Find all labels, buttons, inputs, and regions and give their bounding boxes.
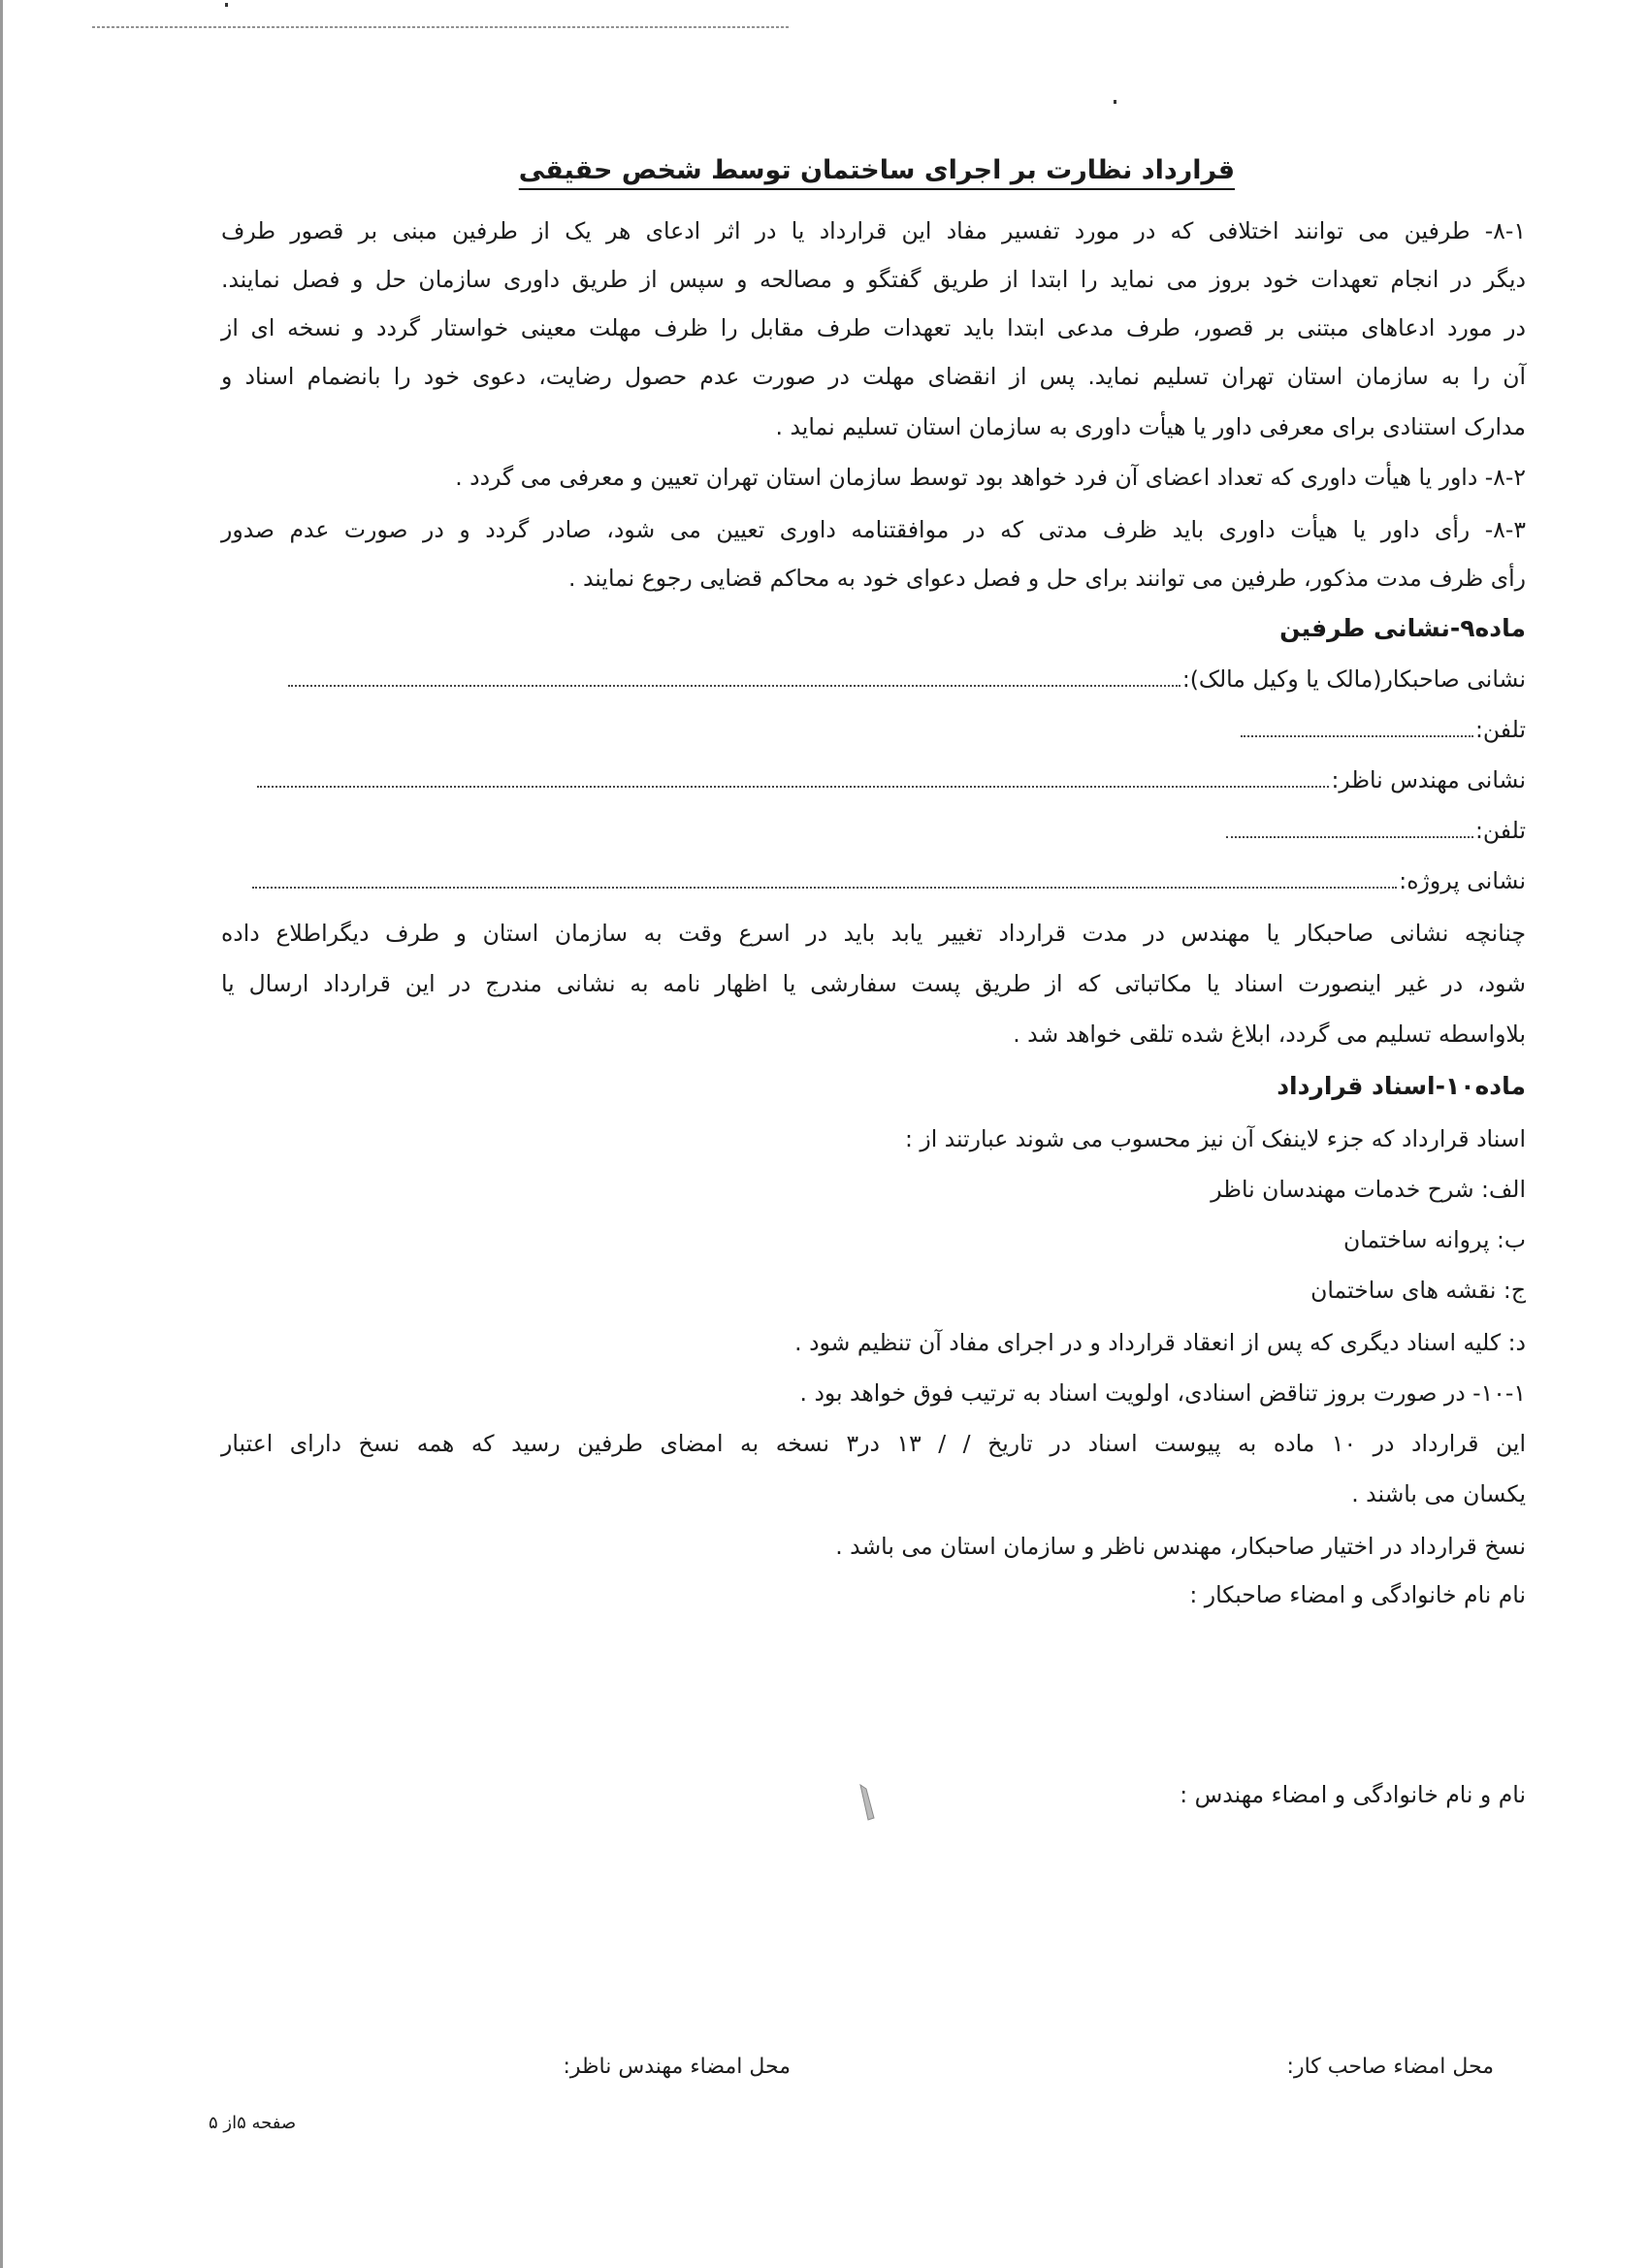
employer-address-field[interactable]	[221, 665, 1526, 693]
article8-clause1-line: مدارک استنادی برای معرفی داور یا هیأت داوری به سازمان استان تسلیم نماید .	[775, 413, 1526, 440]
article8-clause1-line: در مورد ادعاهای مبتنی بر قصور، طرف مدعی ابتدا باید تعهدات طرف مقابل را ظرف مهلت معینی خواستار گردد و نسخه ای از	[221, 314, 1526, 341]
engineer-phone-field[interactable]	[221, 817, 1526, 844]
contract-document-item: الف: شرح خدمات مهندسان ناظر	[1211, 1176, 1526, 1203]
engineer-signature-label: نام و نام خانوادگی و امضاء مهندس :	[1180, 1781, 1526, 1808]
project-address-field[interactable]	[221, 867, 1526, 894]
pen-mark-icon	[858, 1783, 876, 1822]
scan-artifact-line	[92, 26, 791, 28]
employer-address-label: نشانی صاحبکار(مالک یا وکیل مالک):	[1181, 665, 1526, 693]
project-address-blank[interactable]	[252, 886, 1397, 889]
article8-clause3-line: ۸-۳- رأی داور یا هیأت داوری باید ظرف مدتی که در موافقتنامه داوری تعیین می شود، صادر گردد و در صورت عدم صدور	[221, 516, 1526, 543]
address-change-notice-line: شود، در غیر اینصورت اسناد یا مکاتباتی که از طریق پست سفارشی یا اظهار نامه به نشانی مندرج در این قرارداد ارسال یا	[221, 970, 1526, 997]
document-title: قرارداد نظارت بر اجرای ساختمان توسط شخص حقیقی	[518, 155, 1235, 185]
scan-speck	[1114, 100, 1116, 104]
engineer-address-label: نشانی مهندس ناظر:	[1331, 766, 1526, 794]
contract-document-item: ج: نقشه های ساختمان	[1310, 1277, 1526, 1304]
scan-speck	[225, 3, 228, 7]
contract-closing-line: یکسان می باشند .	[1351, 1480, 1526, 1507]
address-change-notice-line: بلاواسطه تسلیم می گردد، ابلاغ شده تلقی خواهد شد .	[1013, 1021, 1526, 1048]
article10-heading: ماده۱۰-اسناد قرارداد	[1277, 1072, 1526, 1100]
project-address-label: نشانی پروژه:	[1399, 867, 1526, 894]
article9-heading: ماده۹-نشانی طرفین	[1279, 614, 1526, 642]
page-number: صفحه ۵از ۵	[209, 2113, 297, 2133]
article8-clause1-line: دیگر در انجام تعهدات خود بروز می نماید را ابتدا از طریق گفتگو و مصالحه و سپس از طریق داوری سازمان حل و فصل نمایند.	[221, 266, 1526, 293]
article8-clause2: ۸-۲- داور یا هیأت داوری که تعداد اعضای آن فرد خواهد بود توسط سازمان استان تهران تعیین و معرفی می گردد .	[455, 464, 1526, 491]
address-change-notice-line: چنانچه نشانی صاحبکار یا مهندس در مدت قرارداد تغییر یابد باید در اسرع وقت به سازمان استان و طرف دیگراطلاع داده	[221, 920, 1526, 947]
contract-document-item: د: کلیه اسناد دیگری که پس از انعقاد قرارداد و در اجرای مفاد آن تنظیم شود .	[794, 1329, 1526, 1356]
employer-phone-blank[interactable]	[1241, 734, 1473, 737]
article10-intro: اسناد قرارداد که جزء لاینفک آن نیز محسوب می شوند عبارتند از :	[904, 1125, 1526, 1152]
engineer-address-blank[interactable]	[257, 785, 1329, 788]
employer-phone-field[interactable]	[221, 716, 1526, 743]
article8-clause1-line: آن را به سازمان استان تهران تسلیم نماید. پس از انقضای مهلت در صورت عدم حصول رضایت، دعوی خود را بانضمام اسناد و	[221, 363, 1526, 390]
article10-clause1: ۱۰-۱- در صورت بروز تناقض اسنادی، اولویت اسناد به ترتیب فوق خواهد بود .	[799, 1379, 1526, 1407]
contract-document-item: ب: پروانه ساختمان	[1343, 1226, 1526, 1253]
employer-signature-label: نام نام خانوادگی و امضاء صاحبکار :	[1189, 1581, 1526, 1608]
contract-copies-note: نسخ قرارداد در اختیار صاحبکار، مهندس ناظر و سازمان استان می باشد .	[835, 1533, 1526, 1560]
employer-address-blank[interactable]	[288, 684, 1180, 687]
article8-clause1-line: ۸-۱- طرفین می توانند اختلافی که در مورد تفسیر مفاد این قرارداد یا در اثر ادعای هر یک از طرفین مبنی بر قصور طرف	[221, 217, 1526, 244]
scan-edge	[0, 0, 3, 2268]
engineer-phone-label: تلفن:	[1474, 817, 1526, 844]
engineer-address-field[interactable]	[221, 766, 1526, 794]
contract-closing-line: این قرارداد در ۱۰ ماده به پیوست اسناد در تاریخ / / ۱۳ در۳ نسخه به امضای طرفین رسید که همه نسخ دارای اعتبار	[221, 1430, 1526, 1457]
employer-phone-label: تلفن:	[1474, 716, 1526, 743]
engineer-sign-place: محل امضاء مهندس ناظر:	[563, 2055, 791, 2079]
employer-sign-place: محل امضاء صاحب کار:	[1286, 2055, 1494, 2079]
article8-clause3-line: رأی ظرف مدت مذکور، طرفین می توانند برای حل و فصل دعوای خود به محاکم قضایی رجوع نمایند .	[568, 565, 1526, 592]
engineer-phone-blank[interactable]	[1226, 835, 1473, 838]
